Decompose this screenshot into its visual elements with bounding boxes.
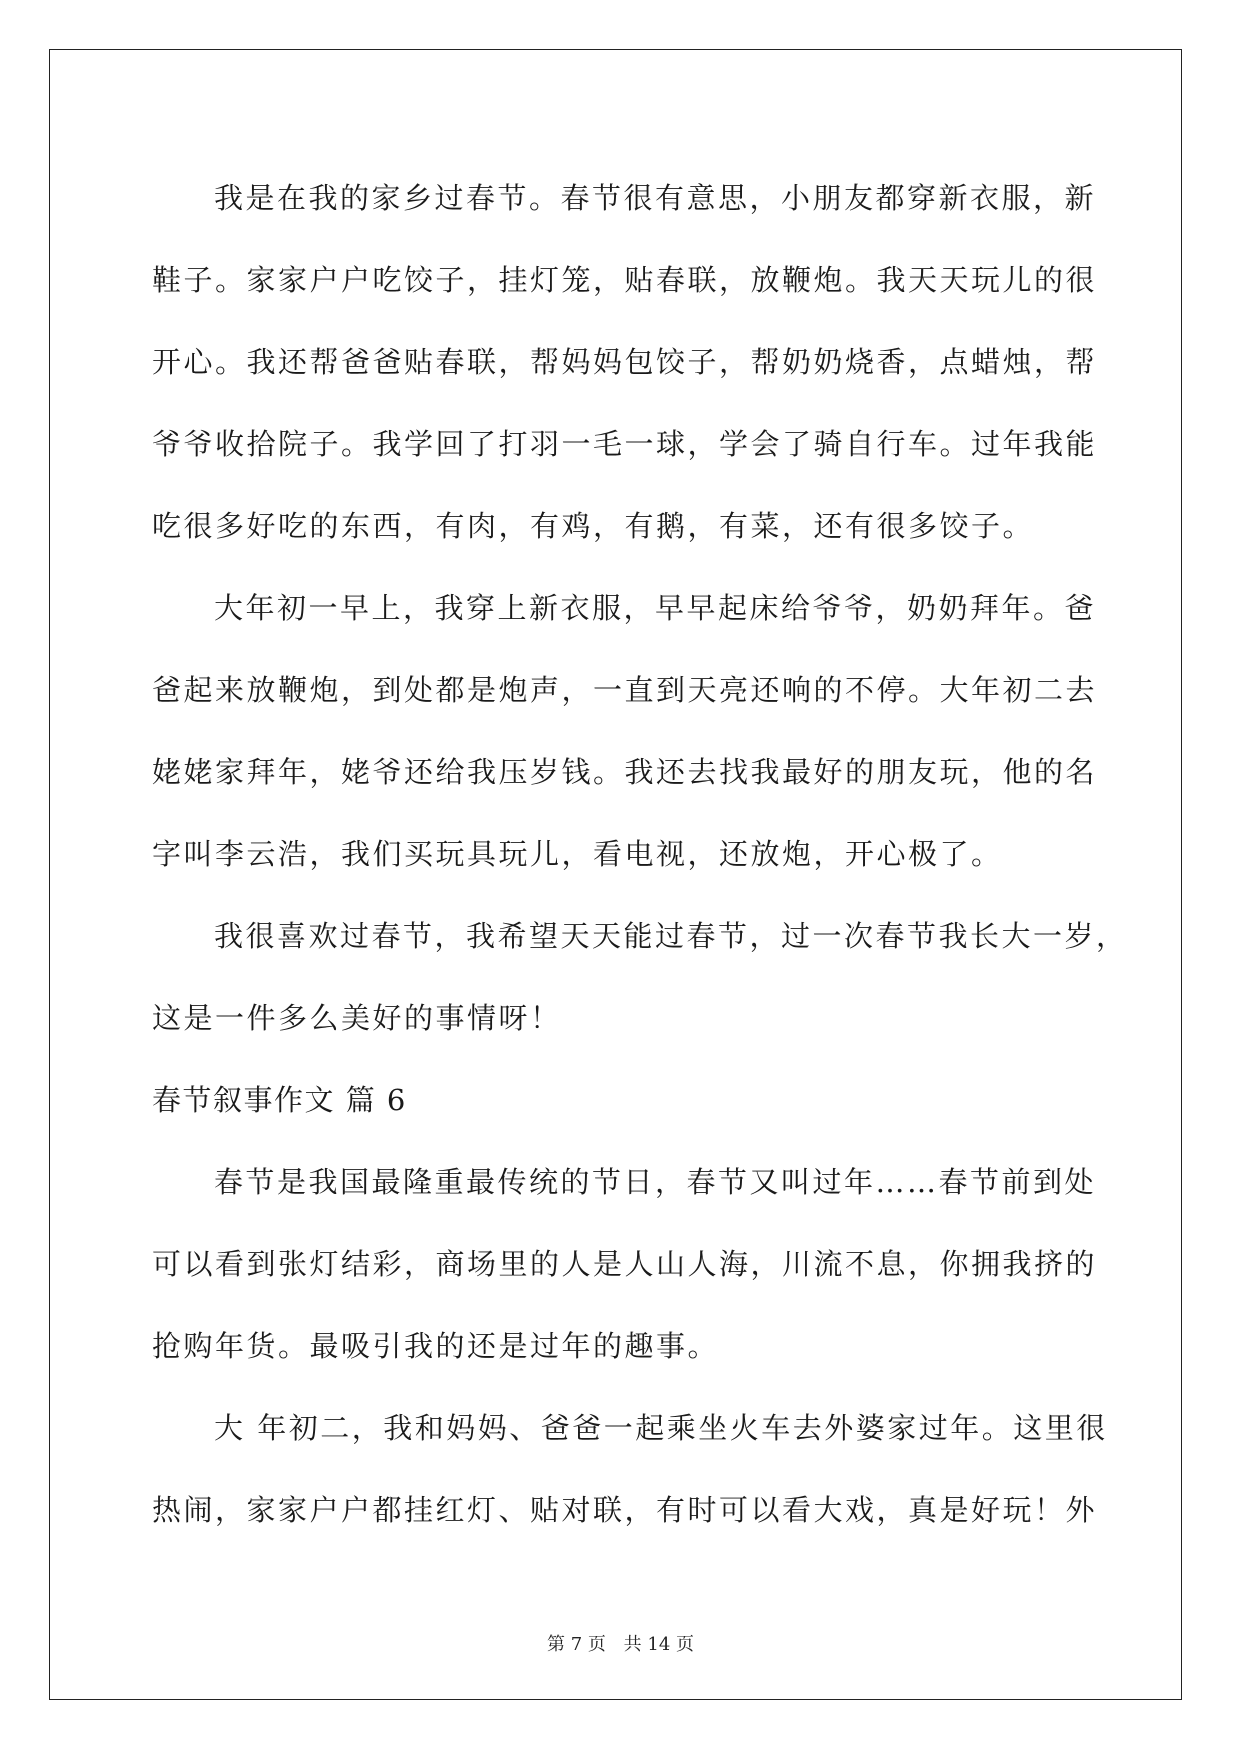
text-line: 鞋子。家家户户吃饺子，挂灯笼，贴春联，放鞭炮。我天天玩儿的很	[152, 263, 1098, 297]
text-line: 可以看到张灯结彩，商场里的人是人山人海，川流不息，你拥我挤的	[152, 1247, 1098, 1281]
text-line: 大 年初二，我和妈妈、爸爸一起乘坐火车去外婆家过年。这里很	[214, 1411, 1108, 1445]
page-footer	[0, 1630, 1241, 1656]
text-line: 我很喜欢过春节，我希望天天能过春节，过一次春节我长大一岁，	[214, 919, 1128, 953]
text-line: 抢购年货。最吸引我的还是过年的趣事。	[152, 1329, 720, 1363]
text-line: 爷爷收拾院子。我学回了打羽一毛一球，学会了骑自行车。过年我能	[152, 427, 1098, 461]
document-body	[152, 157, 1128, 1551]
text-line: 爸起来放鞭炮，到处都是炮声，一直到天亮还响的不停。大年初二去	[152, 673, 1098, 707]
text-line: 姥姥家拜年，姥爷还给我压岁钱。我还去找我最好的朋友玩，他的名	[152, 755, 1098, 789]
text-line: 春节是我国最隆重最传统的节日，春节又叫过年……春节前到处	[214, 1165, 1097, 1199]
section-heading: 春节叙事作文 篇 6	[152, 1083, 407, 1117]
total-pages: 共 14 页	[623, 1634, 694, 1655]
page-number: 第 7 页	[547, 1634, 606, 1655]
text-line: 开心。我还帮爸爸贴春联，帮妈妈包饺子，帮奶奶烧香，点蜡烛，帮	[152, 345, 1098, 379]
text-line: 我是在我的家乡过春节。春节很有意思，小朋友都穿新衣服，新	[214, 181, 1097, 215]
text-line: 这是一件多么美好的事情呀！	[152, 1001, 562, 1035]
text-line: 吃很多好吃的东西，有肉，有鸡，有鹅，有菜，还有很多饺子。	[152, 509, 1035, 543]
text-line: 大年初一早上，我穿上新衣服，早早起床给爷爷，奶奶拜年。爸	[214, 591, 1097, 625]
text-line: 字叫李云浩，我们买玩具玩儿，看电视，还放炮，开心极了。	[152, 837, 1003, 871]
text-line: 热闹，家家户户都挂红灯、贴对联，有时可以看大戏，真是好玩！外	[152, 1493, 1098, 1527]
